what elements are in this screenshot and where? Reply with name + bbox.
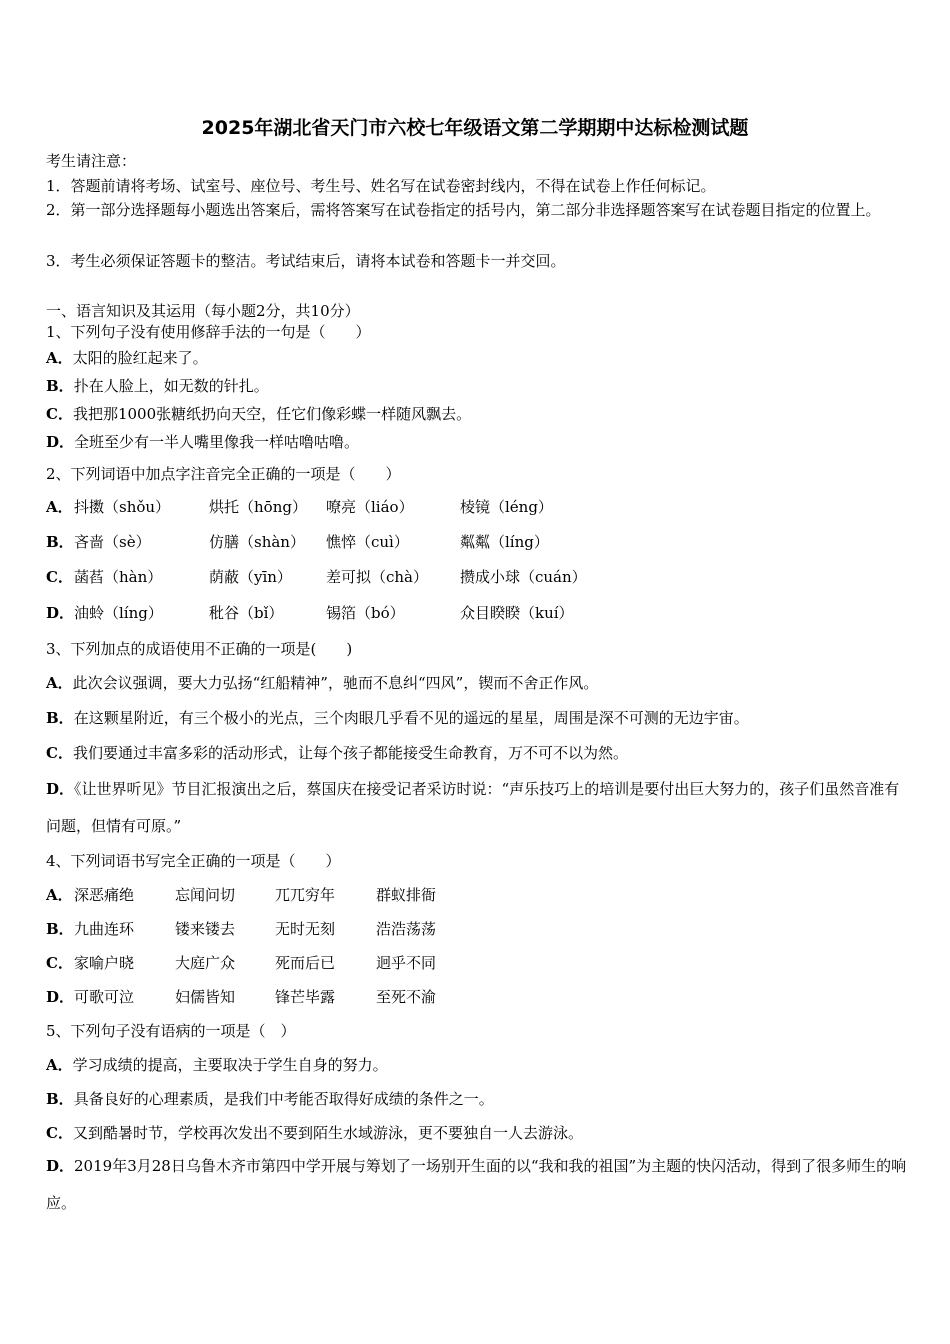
option-cell: 锡箔（bó） [326, 604, 405, 622]
option-b: B．具备良好的心理素质，是我们中考能否取得好成绩的条件之一。 [46, 1090, 494, 1108]
option-cell: 深恶痛绝 [74, 886, 135, 904]
option-cell: 忘闻问切 [175, 886, 236, 904]
option-cell: 菡萏（hàn） [74, 568, 163, 586]
option-cell: 浩浩荡荡 [376, 920, 437, 938]
option-cell: 粼粼（líng） [460, 533, 549, 551]
question-stem: 1、下列句子没有使用修辞手法的一句是（ ） [46, 323, 371, 341]
question-stem: 5、下列句子没有语病的一项是（ ） [46, 1022, 296, 1040]
option-cell: 至死不渝 [376, 988, 437, 1006]
option-cell: 镂来镂去 [175, 920, 236, 938]
option-cell: 迥乎不同 [376, 954, 437, 972]
option-cell: 吝啬（sè） [74, 533, 151, 551]
option-label: C． [46, 568, 73, 586]
option-cell: 嘹亮（liáo） [326, 498, 414, 516]
option-d: D．全班至少有一半人嘴里像我一样咕噜咕噜。 [46, 433, 360, 451]
option-label: B． [46, 533, 74, 551]
notice-header: 考生请注意： [46, 152, 137, 170]
notice-item: 3．考生必须保证答题卡的整洁。考试结束后，请将本试卷和答题卡一并交回。 [46, 252, 566, 270]
option-cell: 死而后已 [275, 954, 336, 972]
option-label: C． [46, 954, 73, 972]
option-cell: 油蛉（líng） [74, 604, 163, 622]
option-b: B．扑在人脸上，如无数的针扎。 [46, 377, 269, 395]
option-cell: 荫蔽（yīn） [209, 568, 292, 586]
option-cell: 锋芒毕露 [275, 988, 336, 1006]
question-stem: 4、下列词语书写完全正确的一项是（ ） [46, 852, 341, 870]
option-cell: 抖擞（shǒu） [74, 498, 171, 516]
notice-item: 2．第一部分选择题每小题选出答案后，需将答案写在试卷指定的括号内，第二部分非选择题答案写在试卷题目指定的位置上。 [46, 201, 881, 219]
option-label: A． [46, 886, 73, 904]
option-d: D．《让世界听见》节目汇报演出之后，蔡国庆在接受记者采访时说：“声乐技巧上的培训是要付出巨大努力的，孩子们虽然音准有问题，但情有可原。” [46, 780, 900, 835]
option-b: B．在这颗星附近，有三个极小的光点，三个肉眼几乎看不见的遥远的星星，周围是深不可测的无边宇宙。 [46, 709, 749, 727]
option-label: D． [46, 988, 75, 1006]
option-cell: 众目睽睽（kuí） [460, 604, 574, 622]
question-stem: 3、下列加点的成语使用不正确的一项是( ) [46, 640, 353, 658]
option-cell: 烘托（hōng） [209, 498, 307, 516]
option-c: C．我把那1000张糖纸扔向天空，任它们像彩蝶一样随风飘去。 [46, 405, 472, 423]
option-cell: 兀兀穷年 [275, 886, 336, 904]
option-label: B． [46, 920, 74, 938]
notice-item: 1．答题前请将考场、试室号、座位号、考生号、姓名写在试卷密封线内，不得在试卷上作任何标记。 [46, 177, 716, 195]
option-cell: 家喻户晓 [74, 954, 135, 972]
option-a: A．太阳的脸红起来了。 [46, 349, 208, 367]
option-label: A． [46, 498, 73, 516]
question-stem: 2、下列词语中加点字注音完全正确的一项是（ ） [46, 465, 401, 483]
option-a: A．学习成绩的提高，主要取决于学生自身的努力。 [46, 1056, 388, 1074]
option-cell: 可歌可泣 [74, 988, 135, 1006]
option-cell: 无时无刻 [275, 920, 336, 938]
option-d: D．2019年3月28日乌鲁木齐市第四中学开展与筹划了一场别开生面的以“我和我的祖国”为主题的快闪活动，得到了很多师生的响应。 [46, 1157, 907, 1212]
option-cell: 大庭广众 [175, 954, 236, 972]
option-cell: 攒成小球（cuán） [460, 568, 587, 586]
option-cell: 棱镜（léng） [460, 498, 553, 516]
option-cell: 群蚁排衙 [376, 886, 437, 904]
option-c: C．又到酷暑时节，学校再次发出不要到陌生水域游泳，更不要独自一人去游泳。 [46, 1124, 583, 1142]
option-label: D． [46, 604, 75, 622]
option-cell: 差可拟（chà） [326, 568, 429, 586]
option-cell: 秕谷（bǐ） [209, 604, 284, 622]
option-a: A．此次会议强调，要大力弘扬“红船精神”，驰而不息纠“四风”，锲而不舍正作风。 [46, 674, 599, 692]
option-cell: 憔悴（cuì） [326, 533, 409, 551]
section-heading: 一、语言知识及其运用（每小题2分，共10分） [46, 302, 360, 320]
page-title: 2025年湖北省天门市六校七年级语文第二学期期中达标检测试题 [201, 117, 749, 139]
option-cell: 仿膳（shàn） [209, 533, 305, 551]
option-c: C．我们要通过丰富多彩的活动形式，让每个孩子都能接受生命教育，万不可不以为然。 [46, 744, 628, 762]
option-cell: 九曲连环 [74, 920, 135, 938]
option-cell: 妇儒皆知 [175, 988, 236, 1006]
